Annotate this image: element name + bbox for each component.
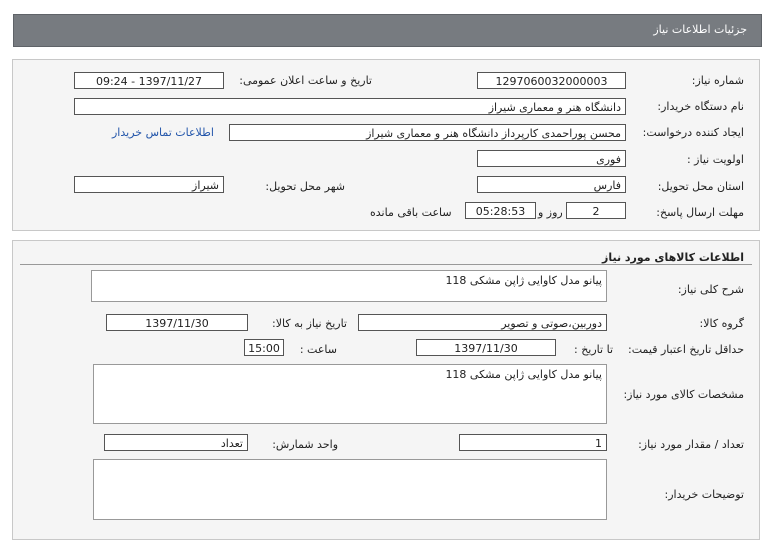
days-suffix: روز و [538, 206, 563, 219]
price-validity-label: حداقل تاریخ اعتبار قیمت: [628, 343, 744, 356]
goods-specs-label: مشخصات کالای مورد نیاز: [623, 388, 744, 401]
need-date-label: تاریخ نیاز به کالا: [272, 317, 347, 330]
quantity-field[interactable]: 1 [459, 434, 607, 451]
need-date-field[interactable]: 1397/11/30 [106, 314, 248, 331]
unit-field[interactable]: تعداد [104, 434, 248, 451]
time-remaining-suffix: ساعت باقی مانده [370, 206, 452, 219]
buyer-org-label: نام دستگاه خریدار: [657, 100, 744, 113]
goods-group-label: گروه کالا: [699, 317, 744, 330]
priority-label: اولویت نیاز : [686, 153, 744, 166]
delivery-province-field[interactable]: فارس [477, 176, 626, 193]
goods-specs-field[interactable]: پیانو مدل کاوایی ژاپن مشکی 118 [93, 364, 607, 424]
page-title: جزئیات اطلاعات نیاز [653, 23, 747, 36]
request-creator-label: ایجاد کننده درخواست: [642, 126, 744, 139]
buyer-notes-label: توضیحات خریدار: [664, 488, 744, 501]
quantity-label: تعداد / مقدار مورد نیاز: [638, 438, 744, 451]
buyer-contact-link[interactable]: اطلاعات تماس خریدار [112, 126, 214, 139]
hour-label: ساعت : [299, 343, 337, 356]
need-number-label: شماره نیاز: [691, 74, 744, 87]
buyer-org-field[interactable]: دانشگاه هنر و معماری شیراز [74, 98, 626, 115]
priority-field[interactable]: فوری [477, 150, 626, 167]
until-date-label: تا تاریخ : [574, 343, 613, 356]
delivery-province-label: استان محل تحویل: [657, 180, 744, 193]
announce-datetime-label: تاریخ و ساعت اعلان عمومی: [239, 74, 372, 87]
page-header [13, 14, 762, 47]
section-divider [20, 264, 752, 265]
response-deadline-label: مهلت ارسال پاسخ: [656, 206, 744, 219]
until-date-field[interactable]: 1397/11/30 [416, 339, 556, 356]
goods-section-title: اطلاعات کالاهای مورد نیاز [602, 251, 744, 264]
goods-group-field[interactable]: دوربین،صوتی و تصویر [358, 314, 607, 331]
summary-field[interactable]: پیانو مدل کاوایی ژاپن مشکی 118 [91, 270, 607, 302]
delivery-city-field[interactable]: شیراز [74, 176, 224, 193]
summary-label: شرح کلی نیاز: [677, 283, 744, 296]
announce-datetime-field[interactable]: 1397/11/27 - 09:24 [74, 72, 224, 89]
buyer-notes-field[interactable] [93, 459, 607, 520]
hour-field[interactable]: 15:00 [244, 339, 284, 356]
request-creator-field[interactable]: محسن پوراحمدی کارپرداز دانشگاه هنر و معماری شیراز [229, 124, 626, 141]
remaining-days-field[interactable]: 2 [566, 202, 626, 219]
unit-label: واحد شمارش: [272, 438, 338, 451]
remaining-time-field[interactable]: 05:28:53 [465, 202, 536, 219]
need-number-field[interactable]: 1297060032000003 [477, 72, 626, 89]
delivery-city-label: شهر محل تحویل: [265, 180, 345, 193]
